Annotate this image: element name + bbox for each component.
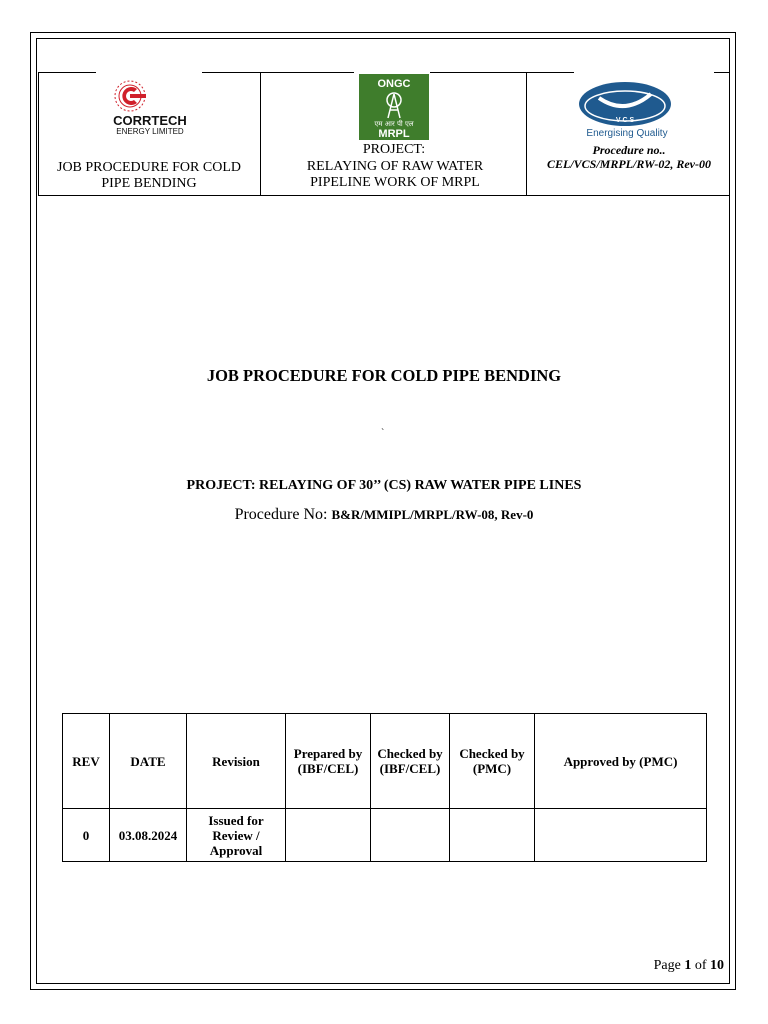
header-approved-by: Approved by (PMC) [535, 714, 707, 809]
corrtech-logo [90, 78, 210, 138]
header-checked-by-pmc: Checked by (PMC) [450, 714, 535, 809]
table-header-row [63, 714, 707, 809]
page-number [654, 958, 724, 974]
page-current: 1 [684, 958, 692, 973]
ongc-mrpl-logo [359, 74, 429, 140]
cell-prepared-by [286, 809, 371, 862]
cell-checked-by-pmc [450, 809, 535, 862]
header-revision: Revision [187, 714, 286, 809]
header-date: DATE [110, 714, 187, 809]
cell-rev: 0 [63, 809, 110, 862]
stray-mark: ` [381, 428, 385, 439]
cell-approved-by [535, 809, 707, 862]
document-title: JOB PROCEDURE FOR COLD PIPE BENDING [206, 366, 562, 385]
header-left-cell [38, 72, 260, 196]
procedure-number-prefix: Procedure No: [234, 506, 332, 523]
svg-text:ENERGY LIMITED: ENERGY LIMITED [116, 127, 184, 136]
procedure-label: Procedure no.. [592, 143, 666, 157]
svg-text:एम आर पी एल: एम आर पी एल [374, 120, 414, 128]
table-row [63, 809, 707, 862]
vcs-logo [565, 76, 695, 142]
header-left-title: JOB PROCEDURE FOR COLD PIPE BENDING [57, 160, 241, 191]
header-rev: REV [63, 714, 110, 809]
project-title: PROJECT: RELAYING OF 30’’ (CS) RAW WATER PIPE LINES [186, 478, 582, 493]
svg-text:MRPL: MRPL [378, 128, 410, 140]
procedure-code: CEL/VCS/MRPL/RW-02, Rev-00 [546, 157, 711, 171]
cell-revision: Issued for Review / Approval [187, 809, 286, 862]
header-project-label: PROJECT: [362, 142, 426, 157]
header-checked-by-cel: Checked by (IBF/CEL) [371, 714, 450, 809]
header-middle-cell [260, 72, 526, 196]
page-prefix: Page [653, 958, 685, 973]
procedure-number [0, 506, 768, 524]
svg-text:V C S: V C S [615, 117, 635, 124]
cell-checked-by-cel [371, 809, 450, 862]
page-of: of [691, 958, 710, 973]
header-prepared-by: Prepared by (IBF/CEL) [286, 714, 371, 809]
svg-text:ONGC: ONGC [377, 78, 411, 90]
header-project-title: RELAYING OF RAW WATER PIPELINE WORK OF MRPL [306, 159, 484, 190]
svg-text:CORRTECH: CORRTECH [113, 113, 187, 128]
revision-table [62, 713, 707, 862]
page-total: 10 [710, 958, 724, 973]
document-header [38, 72, 730, 196]
header-right-cell [526, 72, 730, 196]
procedure-number-code: B&R/MMIPL/MRPL/RW-08, Rev-0 [331, 507, 534, 522]
cell-date: 03.08.2024 [110, 809, 187, 862]
svg-text:Energising Quality: Energising Quality [586, 128, 668, 139]
